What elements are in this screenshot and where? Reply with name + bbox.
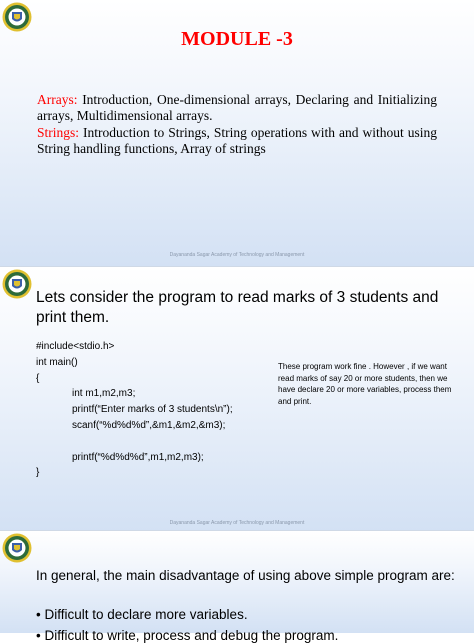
topic-arrays-label: Arrays:	[37, 92, 78, 107]
slide-1	[0, 0, 474, 266]
slide-footer: Dayananda Sagar Academy of Technology and Management	[169, 520, 305, 526]
disadvantage-intro: In general, the main disadvantage of using above simple program are:	[36, 568, 455, 583]
code-line: {	[36, 372, 40, 384]
code-line: int main()	[36, 356, 78, 368]
slide-3	[0, 530, 474, 643]
topic-arrays	[37, 92, 437, 123]
code-line: printf(“Enter marks of 3 students\n”);	[72, 404, 233, 416]
code-line: printf(“%d%d%d”,m1,m2,m3);	[72, 451, 204, 463]
code-block	[36, 339, 233, 481]
slide-heading: Lets consider the program to read marks of 3 students and print them.	[36, 289, 439, 326]
bullet-item: • Difficult to write, process and debug the program.	[36, 628, 339, 643]
side-note: These program work fine . However , if we want read marks of say 20 or more students, then we have declare 20 or more variables, process them and print.	[278, 362, 452, 406]
college-emblem-icon	[2, 533, 32, 563]
topic-arrays-text: Introduction, One-dimensional arrays, Declaring and Initializing arrays, Multidimensional arrays.	[37, 92, 438, 123]
code-line: scanf(“%d%d%d”,&m1,&m2,&m3);	[72, 419, 226, 431]
topic-strings-label: Strings:	[37, 125, 80, 140]
topic-strings-text: Introduction to Strings, String operations with and without using String handling functions, Array of strings	[37, 125, 438, 156]
module-title: MODULE -3	[181, 28, 293, 50]
topic-strings	[37, 125, 437, 156]
code-blank-line	[36, 434, 233, 450]
code-line: int m1,m2,m3;	[72, 388, 136, 400]
bullet-item: • Difficult to declare more variables.	[36, 607, 248, 622]
slide-2	[0, 266, 474, 531]
slide-footer: Dayananda Sagar Academy of Technology and Management	[169, 252, 305, 258]
college-emblem-icon	[2, 269, 32, 299]
code-line: #include<stdio.h>	[36, 341, 115, 352]
code-line: }	[36, 467, 40, 479]
